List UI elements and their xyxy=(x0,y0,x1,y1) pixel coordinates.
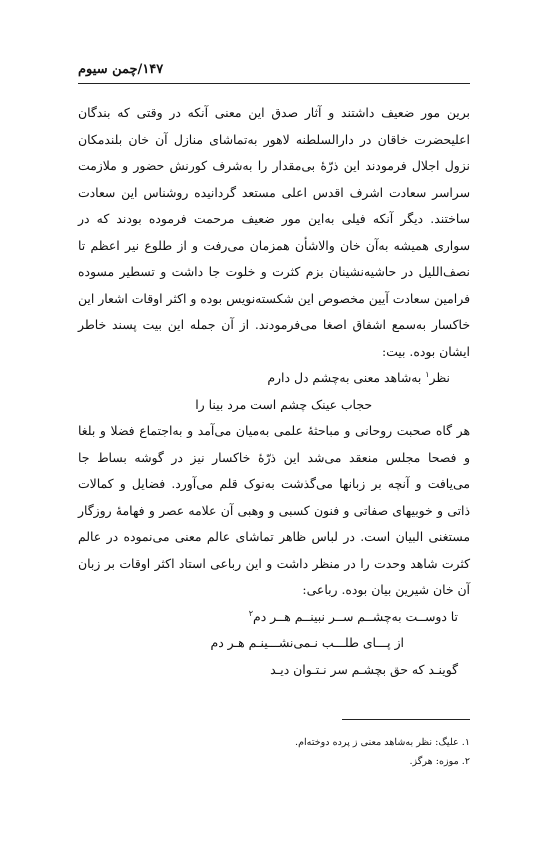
verse-1-line-1 xyxy=(78,365,470,392)
running-header: ۱۴۷/چمن سیوم xyxy=(78,62,164,77)
verse-2-line-2: از پـــای طلـــب نـمی‌نشـــینـم هـر دم xyxy=(210,635,404,650)
verse-1-line-2: حجاب عینک چشم است مرد بینا را xyxy=(195,396,372,412)
paragraph-1: برین مور ضعیف داشتند و آثار صدق این معنی آنکه در وقتی که بندگان اعلیحضرت خاقان در دارالسلطنه لاهور به‌تماشای منازل آن خان بلندمکان نزول اجلال فرمودند این ذرّهٔ بی‌مقدار را به‌شرف کورنش حضور و ملازمت سراسر سعادت اشرف اقدس اعلی مستعد گردانیده روشناس این سعادت ساختند. دیگر آنکه فیلی به‌این مور ضعیف مرحمت فرموده بودند که در سواری همیشه به‌آن خان والاشأن همزمان می‌رفت و از طلوع نیر اعظم تا نصف‌اللیل در حاشیه‌نشینان بزم کثرت و خلوت جا داشت و تسطیر مسوده فرامین سعادت آیین مخصوص این شکسته‌نویس بوده و اکثر اوقات اشعار این خاکسار به‌سمع اشفاق اصغا می‌فرمودند. از آن جمله این بیت پسند خاطر ایشان بوده. بیت: xyxy=(78,105,470,359)
footnote-2: ۲. موزه: هرگز. xyxy=(409,756,470,767)
footnote-marker-1: ۱ xyxy=(425,369,430,379)
header-divider xyxy=(78,83,470,84)
verse-1-line-1-start: نظر xyxy=(429,370,450,385)
footnote-marker-2: ۲ xyxy=(248,608,254,618)
verse-2-line-1-text: تا دوســت به‌چشــم ســر نبینــم هــر دم xyxy=(253,608,458,624)
footnote-1: ۱. علیگ: نظر به‌شاهد معنی ز پرده دوخته‌ام. xyxy=(295,737,470,748)
paragraph-2: هر گاه صحبت روحانی و مباحثهٔ علمی به‌میان می‌آمد و به‌اجتماع فضلا و بلغا و فصحا مجلس منعقد می‌شد این ذرّهٔ خاکسار نیز در گوشه بساط جا می‌یافت و آنچه بر زبانها می‌گذشت به‌نوک قلم می‌آورد. فضایل و کمالات ذاتی و خوبیهای صفاتی و فنون کسبی و وهبی آن علامه عصر و فهامهٔ روزگار مستغنی البیان است. در لباس ظاهر تماشای عالم معنی می‌نموده در عالم کثرت شاهد وحدت را در منظر داشت و این رباعی استاد اکثر اوقات بر زبان آن خان شیرین بیان بوده. رباعی: xyxy=(78,423,470,597)
verse-1-line-1-rest: به‌شاهد معنی به‌چشم دل دارم xyxy=(267,370,426,385)
verse-2-line-1 xyxy=(78,604,470,631)
footnote-divider xyxy=(342,719,470,720)
verse-2-line-3: گوینـد که حق بچشـم سر نـتـوان دیـد xyxy=(270,661,458,677)
footnotes xyxy=(78,733,470,771)
main-text xyxy=(78,100,470,683)
